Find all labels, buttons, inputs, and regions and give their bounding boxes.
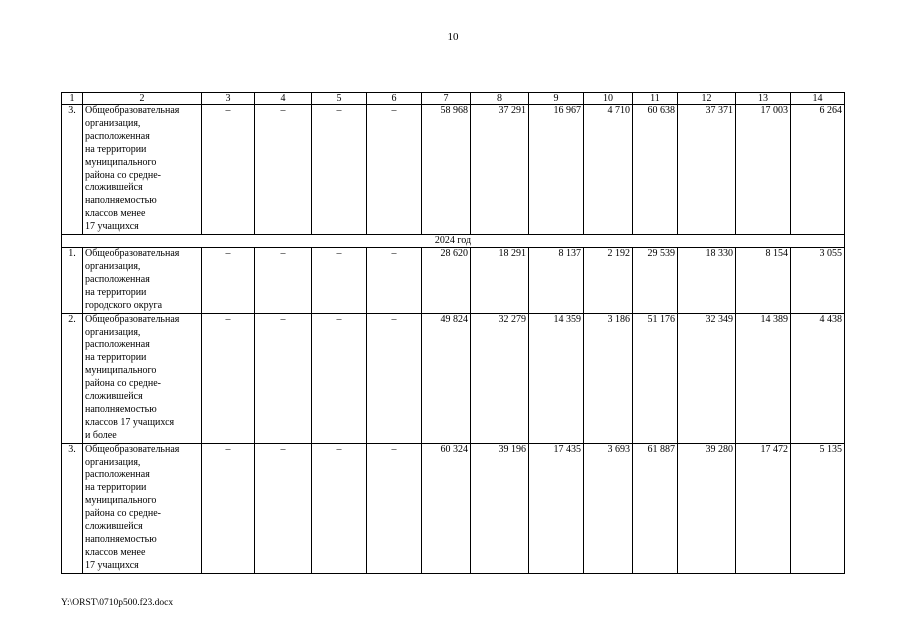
value-cell: 32 349 <box>678 313 736 443</box>
value-cell: 39 280 <box>678 443 736 573</box>
organization-name-line: Общеобразовательная <box>85 313 180 325</box>
empty-value-cell: – <box>367 105 422 235</box>
value-cell: 32 279 <box>471 313 529 443</box>
organization-name-cell <box>83 443 202 573</box>
value-cell: 28 620 <box>422 248 471 314</box>
table-row <box>62 313 845 443</box>
value-cell: 39 196 <box>471 443 529 573</box>
column-number-cell: 9 <box>529 93 584 105</box>
organization-name-line: района со средне- <box>85 169 161 181</box>
organization-name-line: наполняемостью <box>85 403 157 415</box>
organization-name-line: расположенная <box>85 469 150 481</box>
organization-name-line: расположенная <box>85 130 150 142</box>
value-cell: 14 389 <box>736 313 791 443</box>
year-row <box>62 235 845 248</box>
value-cell: 37 291 <box>471 105 529 235</box>
value-cell: 16 967 <box>529 105 584 235</box>
organization-name-line: организация, <box>85 117 141 129</box>
organization-name-line: расположенная <box>85 273 150 285</box>
column-number-cell: 7 <box>422 93 471 105</box>
organization-name-line: муниципального <box>85 495 157 507</box>
value-cell: 17 003 <box>736 105 791 235</box>
value-cell: 60 324 <box>422 443 471 573</box>
column-number-cell: 6 <box>367 93 422 105</box>
organization-name-line: на территории <box>85 482 147 494</box>
empty-value-cell: – <box>312 443 367 573</box>
empty-value-cell: – <box>255 443 312 573</box>
empty-value-cell: – <box>202 105 255 235</box>
organization-name-line: городского округа <box>85 299 163 311</box>
column-number-cell: 1 <box>62 93 83 105</box>
organization-name-line: 17 учащихся <box>85 221 139 233</box>
empty-value-cell: – <box>202 443 255 573</box>
organization-name-line: на территории <box>85 143 147 155</box>
value-cell: 51 176 <box>633 313 678 443</box>
organization-name-line: Общеобразовательная <box>85 248 180 260</box>
row-number-cell: 1. <box>62 248 83 314</box>
empty-value-cell: – <box>367 248 422 314</box>
empty-value-cell: – <box>312 313 367 443</box>
column-number-cell: 5 <box>312 93 367 105</box>
value-cell: 17 472 <box>736 443 791 573</box>
organization-name-line: на территории <box>85 352 147 364</box>
organization-name-line: на территории <box>85 286 147 298</box>
value-cell: 3 186 <box>584 313 633 443</box>
column-number-cell: 13 <box>736 93 791 105</box>
organization-name-line: муниципального <box>85 365 157 377</box>
organization-name-line: организация, <box>85 260 141 272</box>
organization-name-line: сложившейся <box>85 391 143 403</box>
row-number-cell: 3. <box>62 105 83 235</box>
column-number-cell: 4 <box>255 93 312 105</box>
data-table <box>61 92 845 574</box>
organization-name-line: Общеобразовательная <box>85 443 180 455</box>
value-cell: 14 359 <box>529 313 584 443</box>
column-number-cell: 14 <box>791 93 845 105</box>
organization-name-line: Общеобразовательная <box>85 105 180 116</box>
table-row <box>62 248 845 314</box>
value-cell: 8 154 <box>736 248 791 314</box>
row-number-cell: 3. <box>62 443 83 573</box>
column-number-cell: 12 <box>678 93 736 105</box>
value-cell: 49 824 <box>422 313 471 443</box>
empty-value-cell: – <box>202 248 255 314</box>
organization-name-line: 17 учащихся <box>85 559 139 571</box>
empty-value-cell: – <box>312 105 367 235</box>
row-number-cell: 2. <box>62 313 83 443</box>
value-cell: 5 135 <box>791 443 845 573</box>
value-cell: 6 264 <box>791 105 845 235</box>
empty-value-cell: – <box>255 313 312 443</box>
empty-value-cell: – <box>255 248 312 314</box>
value-cell: 4 438 <box>791 313 845 443</box>
column-number-cell: 2 <box>83 93 202 105</box>
organization-name-line: сложившейся <box>85 182 143 194</box>
empty-value-cell: – <box>312 248 367 314</box>
column-number-row <box>62 93 845 105</box>
empty-value-cell: – <box>255 105 312 235</box>
organization-name-line: расположенная <box>85 339 150 351</box>
value-cell: 4 710 <box>584 105 633 235</box>
value-cell: 29 539 <box>633 248 678 314</box>
empty-value-cell: – <box>367 443 422 573</box>
page-number: 10 <box>447 31 459 43</box>
organization-name-line: классов менее <box>85 208 146 220</box>
year-heading-cell: 2024 год <box>62 235 845 248</box>
value-cell: 3 055 <box>791 248 845 314</box>
table-row <box>62 443 845 573</box>
value-cell: 60 638 <box>633 105 678 235</box>
organization-name-line: района со средне- <box>85 508 161 520</box>
value-cell: 18 291 <box>471 248 529 314</box>
column-number-cell: 10 <box>584 93 633 105</box>
organization-name-line: наполняемостью <box>85 534 157 545</box>
column-number-cell: 8 <box>471 93 529 105</box>
organization-name-line: наполняемостью <box>85 195 157 207</box>
table-row <box>62 105 845 235</box>
organization-name-line: района со средне- <box>85 378 161 390</box>
value-cell: 17 435 <box>529 443 584 573</box>
value-cell: 18 330 <box>678 248 736 314</box>
organization-name-line: организация, <box>85 326 141 338</box>
value-cell: 61 887 <box>633 443 678 573</box>
value-cell: 2 192 <box>584 248 633 314</box>
organization-name-cell <box>83 105 202 235</box>
file-path-footer: Y:\ORST\0710p500.f23.docx <box>61 598 174 608</box>
organization-name-line: классов менее <box>85 546 146 558</box>
empty-value-cell: – <box>367 313 422 443</box>
empty-value-cell: – <box>202 313 255 443</box>
organization-name-line: и более <box>85 429 117 441</box>
value-cell: 3 693 <box>584 443 633 573</box>
column-number-cell: 11 <box>633 93 678 105</box>
value-cell: 58 968 <box>422 105 471 235</box>
value-cell: 37 371 <box>678 105 736 235</box>
value-cell: 8 137 <box>529 248 584 314</box>
organization-name-cell <box>83 313 202 443</box>
organization-name-cell <box>83 248 202 314</box>
organization-name-line: организация, <box>85 456 141 468</box>
organization-name-line: сложившейся <box>85 521 143 533</box>
organization-name-line: муниципального <box>85 156 157 168</box>
column-number-cell: 3 <box>202 93 255 105</box>
organization-name-line: классов 17 учащихся <box>85 416 175 428</box>
